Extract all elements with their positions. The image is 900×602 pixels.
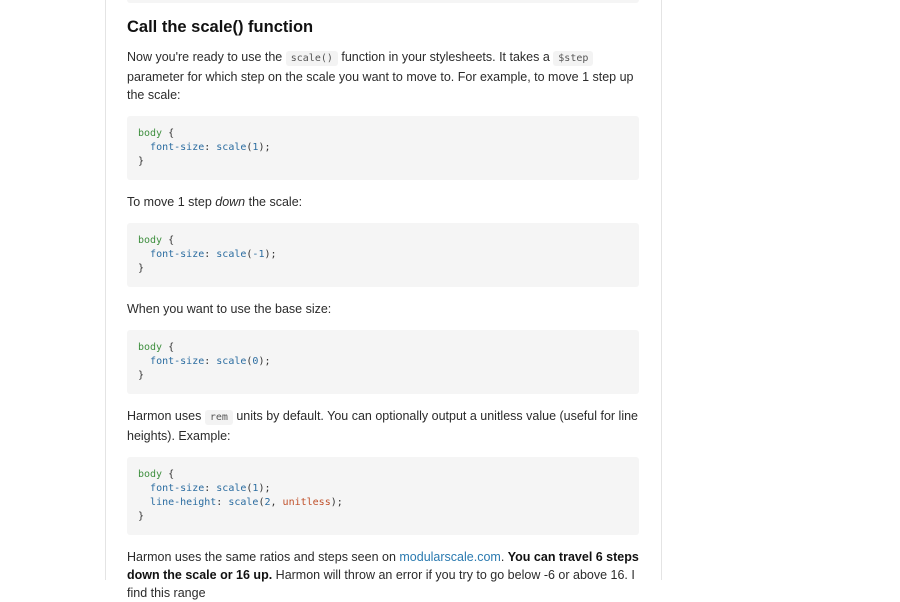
down-paragraph [127,193,639,211]
code-function: scale [228,497,259,508]
code-block-scale-neg1: body { font-size: scale(-1); } [127,223,639,287]
code-block-scale-0: body { font-size: scale(0); } [127,330,639,394]
code-block-scale-1: body { font-size: scale(1); } [127,116,639,180]
base-paragraph: When you want to use the base size: [127,302,332,316]
code-argument: 1 [252,142,259,153]
intro-text-2: function in your stylesheets. It takes a [337,50,554,64]
code-argument: 2 [264,497,271,508]
modularscale-link[interactable]: modularscale.com [399,550,501,564]
intro-paragraph [127,48,639,104]
code-function: scale [216,483,247,494]
previous-code-block [127,0,639,3]
ratios-bold-text: You can travel 6 steps down the scale or 16 up. [127,550,639,582]
code-property: font-size [150,142,205,153]
code-selector: body [138,235,163,246]
code-selector: body [138,469,163,480]
article-content [127,14,639,602]
ratios-text-2: . [500,550,508,564]
code-property: font-size [150,483,205,494]
code-selector: body [138,128,163,139]
code-function: scale [216,142,247,153]
inline-code-scale: scale() [286,51,338,66]
ratios-paragraph [127,548,639,602]
code-function: scale [216,356,247,367]
inline-code-rem: rem [205,410,233,425]
rem-text-2: units by default. You can optionally output a unitless value (useful for line heights). Example: [127,409,639,443]
code-keyword-unitless: unitless [282,497,331,508]
down-emphasis: down [215,195,246,209]
ratios-text-1: Harmon uses the same ratios and steps seen on [127,550,400,564]
code-argument: 0 [252,356,259,367]
intro-text-1: Now you're ready to use the [127,50,286,64]
code-argument: 1 [252,483,259,494]
code-block-unitless: body { font-size: scale(1); line-height: scale(2, unitless); } [127,457,639,535]
ratios-text-3: Harmon will throw an error if you try to go below -6 or above 16. I find this range [127,568,635,600]
rem-text-1: Harmon uses [127,409,205,423]
code-property: font-size [150,249,205,260]
down-text-1: To move 1 step [127,195,216,209]
code-selector: body [138,342,163,353]
intro-text-3: parameter for which step on the scale you want to move to. For example, to move 1 step up the scale: [127,70,634,102]
code-property: font-size [150,356,205,367]
inline-code-step: $step [553,51,593,66]
down-text-2: the scale: [245,195,303,209]
code-property: line-height [150,497,217,508]
code-function: scale [216,249,247,260]
section-heading: Call the scale() function [127,18,314,36]
rem-paragraph [127,407,639,445]
code-argument: -1 [252,249,265,260]
